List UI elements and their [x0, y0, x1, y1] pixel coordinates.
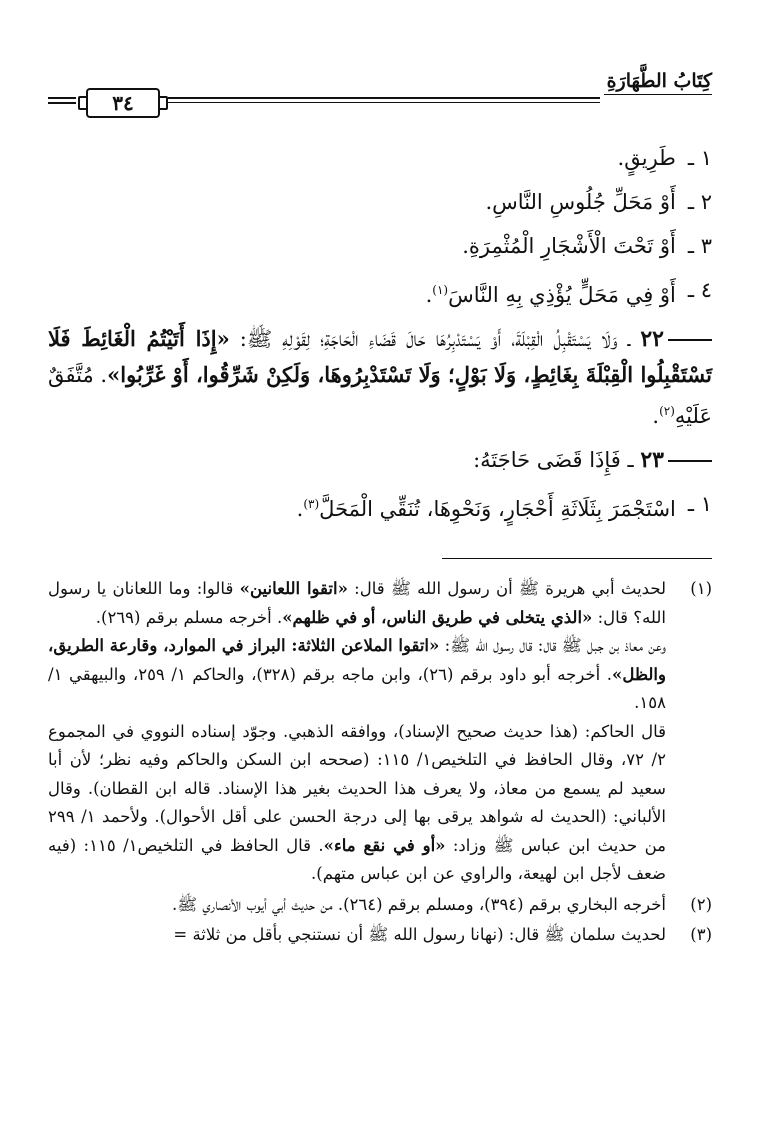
footnote-paragraph	[48, 575, 666, 632]
list-item	[48, 184, 712, 220]
footnotes	[48, 575, 712, 952]
list-text	[297, 486, 676, 527]
list-number: ٣ ـ	[687, 234, 712, 258]
list-number: ١ ـ	[687, 492, 712, 516]
list-number: ١ ـ	[687, 146, 712, 170]
footnote-text: لحديث سلمان ﷺ قال: (نهانا رسول الله ﷺ أن نستنجي بأقل من ثلاثة =	[173, 925, 666, 944]
section-marker	[640, 447, 712, 473]
section-23	[48, 442, 712, 478]
list-text-end: .	[296, 497, 304, 521]
header-rule	[168, 97, 600, 103]
section-intro: ـ فَإِذَا قَضَى حَاجَتَهُ:	[473, 448, 634, 472]
footnote-text: . أخرجه مسلم برقم (٢٦٩).	[95, 607, 283, 627]
footnote-text: قال الحاكم: (هذا حديث صحيح الإسناد)، ووافقه الذهبي. وجوّد إسناده النووي في المجموع ٢/ ٧٢، وقال الحافظ في التلخيص١/ ١١٥: (صححه ابن السكن والحاكم وفيه نظر؛ لأن أبا سعيد لم يسمع من معاذ، ولا يعرف هذا الحديث بغير هذا الإسناد. قاله ابن القطان). وقال الألباني: (الحديث له شواهد يرقى بها إلى درجة الحسن على أقل الأحوال). ولأحمد ١/ ٢٩٩ من حديث ابن عباس ﷺ وزاد:	[48, 721, 666, 855]
footnote-quote: «أو في نقع ماء»	[323, 835, 446, 855]
footnote-body	[48, 921, 666, 950]
section-number: ٢٢	[640, 326, 664, 352]
list-text: أَوْ تَحْتَ الْأَشْجَارِ الْمُثْمِرَةِ.	[462, 234, 676, 258]
hadith-quote: «إِذَا أَتَيْتُمُ الْغَائِطَ فَلَا تَسْتَقْبِلُوا الْقِبْلَةَ بِغَائِطٍ، وَلَا بَوْلٍ؛ وَلَا تَسْتَدْبِرُوهَا، وَلَكِنْ شَرِّقُوا، أَوْ غَرِّبُوا»	[48, 326, 712, 387]
list-number: ٢ ـ	[687, 190, 712, 214]
footnote-text: وعن معاذ بن جبل ﷺ قال: قال رسول الله ﷺ:	[439, 636, 667, 655]
footnote-quote: «اتقوا الملاعن الثلاثة: البراز في الموارد، وقارعة الطريق، والظل»	[48, 636, 666, 684]
list-item	[48, 272, 712, 313]
section-dash	[668, 339, 712, 341]
footnote-paragraph	[48, 718, 666, 889]
footnote-body	[48, 891, 666, 920]
footnote	[48, 921, 712, 950]
section-marker	[640, 326, 712, 352]
list-text: أَوْ مَحَلِّ جُلُوسِ النَّاسِ.	[485, 190, 676, 214]
list-item	[48, 228, 712, 264]
list-item	[48, 140, 712, 176]
footnote-number: (١)	[690, 579, 712, 598]
footnote-text: . قال الحافظ في التلخيص١/ ١١٥: (فيه ضعف لأجل ابن لهيعة، والراوي عن ابن عباس متهم).	[48, 835, 666, 883]
footnote	[48, 891, 712, 920]
footnote-text: لحديث أبي هريرة ﷺ أن رسول الله ﷺ قال:	[347, 579, 666, 598]
section-intro: ـ وَلَا يَسْتَقْبِلُ الْقِبْلَةَ، أَوْ يَسْتَدْبِرُهَا حَالَ قَضَاءِ الْحَاجَةِ؛ لِقَوْلِهِ ﷺ:	[229, 327, 631, 351]
section-end: .	[652, 404, 660, 428]
footnote-ref: (٢)	[659, 404, 675, 418]
footnote-paragraph	[48, 921, 666, 950]
footnote-text: أخرجه البخاري برقم (٣٩٤)، ومسلم برقم (٢٦٤). من حديث أبي أيوب الأنصاري ﷺ.	[171, 894, 666, 914]
list-text	[426, 272, 676, 313]
section-tail: . مُتَّفَقٌ عَلَيْهِ	[48, 363, 712, 428]
section-number: ٢٣	[640, 447, 664, 473]
footnote	[48, 575, 712, 889]
section-22	[48, 321, 712, 434]
book-page	[48, 60, 712, 1125]
list-text-body: اسْتَجْمَرَ بِثَلَاثَةِ أَحْجَارٍ، وَنَحْوِهَا، تُنَقِّي الْمَحَلَّ	[319, 497, 676, 521]
footnote-text: قالوا: وما اللعانان يا رسول الله؟ قال:	[48, 579, 666, 627]
list-number: ٤ ـ	[687, 278, 712, 302]
footnote-paragraph	[48, 891, 666, 920]
list-text-body: أَوْ فِي مَحَلٍّ يُؤْذِي بِهِ النَّاسَ	[448, 283, 676, 307]
section-dash	[668, 460, 712, 462]
footnote-ref: (١)	[432, 283, 449, 297]
footnote-number: (٢)	[690, 894, 712, 914]
footnote-separator	[442, 558, 712, 559]
footnote-ref: (٣)	[303, 497, 320, 511]
footnote-quote: «الذي يتخلى في طريق الناس، أو في ظلهم»	[282, 607, 593, 627]
page-number: ٣٤	[86, 88, 160, 118]
footnote-body	[48, 575, 666, 889]
main-text	[48, 140, 712, 535]
footnote-text: . أخرجه أبو داود برقم (٢٦)، وابن ماجه برقم (٣٢٨)، والحاكم ١/ ٢٥٩، والبيهقي ١/ ١٥٨.	[48, 664, 666, 712]
footnote-quote: «اتقوا اللعانين»	[239, 579, 348, 598]
footnote-number: (٣)	[690, 925, 712, 944]
list-text-end: .	[425, 283, 433, 307]
header-rule-left	[48, 97, 76, 104]
page-number-bar	[48, 88, 712, 118]
list-item	[48, 486, 712, 527]
footnote-paragraph	[48, 632, 666, 718]
list-text: طَرِيقٍ.	[617, 146, 676, 170]
running-head: كِتَابُ الطَّهَارَةِ	[606, 70, 712, 92]
